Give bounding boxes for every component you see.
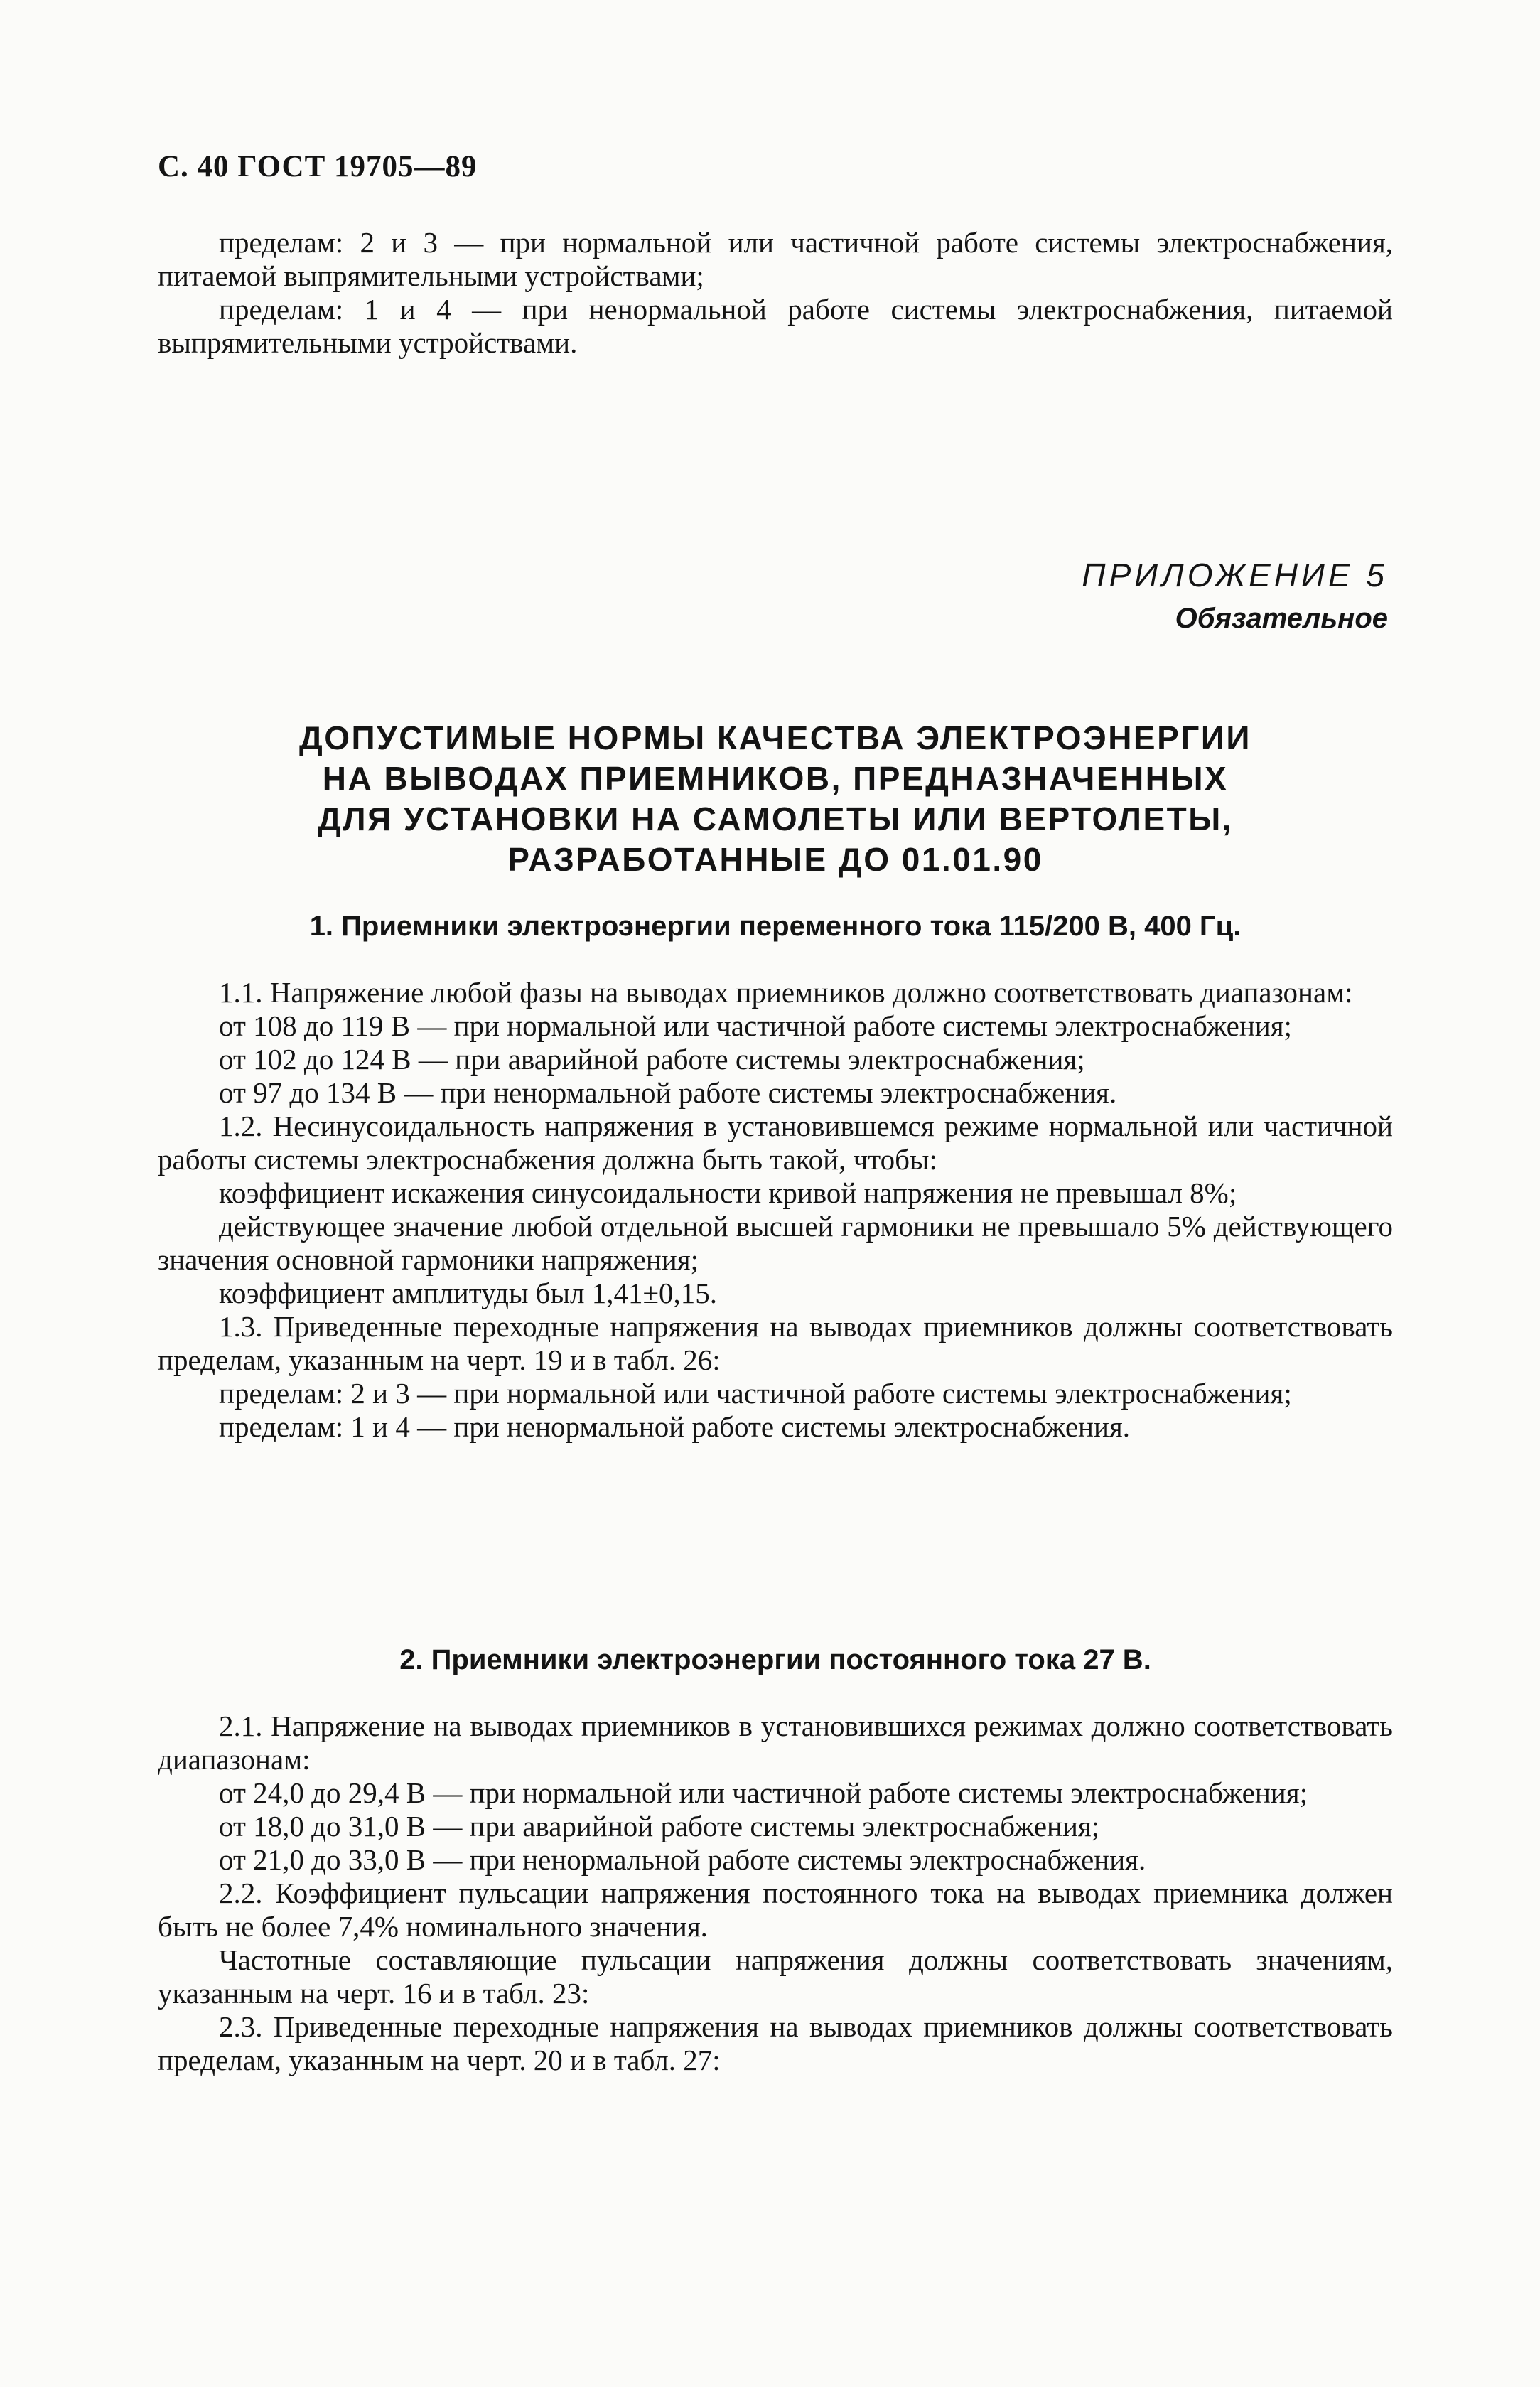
paragraph: 1.1. Напряжение любой фазы на выводах приемников должно соответствовать диапазонам:: [219, 976, 1353, 1009]
paragraph: 2.2. Коэффициент пульсации напряжения постоянного тока на выводах приемника должен быть не более 7,4% номинального значения.: [158, 1877, 1393, 1943]
paragraph: от 97 до 134 В — при ненормальной работе системы электроснабжения.: [219, 1076, 1117, 1109]
section-1: [158, 910, 1393, 1444]
section-1-heading: 1. Приемники электроэнергии переменного тока 115/200 В, 400 Гц.: [309, 911, 1242, 942]
paragraph: действующее значение любой отдельной высшей гармоники не превышало 5% действующего значения основной гармоники напряжения;: [158, 1210, 1393, 1276]
title-line: РАЗРАБОТАННЫЕ ДО 01.01.90: [507, 841, 1043, 878]
paragraph: от 18,0 до 31,0 В — при аварийной работе системы электроснабжения;: [219, 1810, 1100, 1842]
section-2: [158, 1643, 1393, 2077]
paragraph: пределам: 1 и 4 — при ненормальной работе системы электроснабжения.: [219, 1410, 1131, 1443]
appendix-label: [1082, 556, 1388, 635]
appendix-status: Обязательное: [1175, 603, 1388, 634]
title-line: ДЛЯ УСТАНОВКИ НА САМОЛЕТЫ ИЛИ ВЕРТОЛЕТЫ,: [317, 800, 1234, 837]
paragraph: коэффициент амплитуды был 1,41±0,15.: [219, 1277, 718, 1309]
document-title: [158, 718, 1393, 880]
paragraph: от 24,0 до 29,4 В — при нормальной или частичной работе системы электроснабжения;: [219, 1776, 1308, 1809]
paragraph: от 21,0 до 33,0 В — при ненормальной работе системы электроснабжения.: [219, 1843, 1146, 1876]
paragraph: Частотные составляющие пульсации напряжения должны соответствовать значениям, указанным на черт. 16 и в табл. 23:: [158, 1943, 1393, 2010]
paragraph: от 102 до 124 В — при аварийной работе системы электроснабжения;: [219, 1043, 1085, 1076]
section-1-body: [158, 976, 1393, 1444]
paragraph: 1.3. Приведенные переходные напряжения на выводах приемников должны соответствовать пределам, указанным на черт. 19 и в табл. 26:: [158, 1310, 1393, 1376]
paragraph: пределам: 2 и 3 — при нормальной или частичной работе системы электроснабжения;: [219, 1377, 1292, 1410]
title-line: НА ВЫВОДАХ ПРИЕМНИКОВ, ПРЕДНАЗНАЧЕННЫХ: [322, 760, 1229, 797]
title-line: ДОПУСТИМЫЕ НОРМЫ КАЧЕСТВА ЭЛЕКТРОЭНЕРГИИ: [298, 719, 1251, 756]
page-header: С. 40 ГОСТ 19705—89: [158, 150, 478, 183]
appendix-number: ПРИЛОЖЕНИЕ 5: [1082, 557, 1388, 594]
intro-paragraph: пределам: 2 и 3 — при нормальной или частичной работе системы электроснабжения, питаемой выпрямительными устройствами;: [158, 226, 1393, 292]
paragraph: 2.3. Приведенные переходные напряжения на выводах приемников должны соответствовать пределам, указанным на черт. 20 и в табл. 27:: [158, 2010, 1393, 2076]
section-2-heading: 2. Приемники электроэнергии постоянного тока 27 В.: [399, 1644, 1151, 1675]
paragraph: от 108 до 119 В — при нормальной или частичной работе системы электроснабжения;: [219, 1009, 1292, 1042]
section-2-body: [158, 1710, 1393, 2077]
intro-paragraph: пределам: 1 и 4 — при ненормальной работе системы электроснабжения, питаемой выпрямительными устройствами.: [158, 293, 1393, 359]
paragraph: 1.2. Несинусоидальность напряжения в установившемся режиме нормальной или частичной работы системы электроснабжения должна быть такой, чтобы:: [158, 1110, 1393, 1176]
paragraph: 2.1. Напряжение на выводах приемников в установившихся режимах должно соответствовать диапазонам:: [158, 1710, 1393, 1776]
intro-text: [158, 226, 1393, 360]
paragraph: коэффициент искажения синусоидальности кривой напряжения не превышал 8%;: [219, 1176, 1237, 1209]
